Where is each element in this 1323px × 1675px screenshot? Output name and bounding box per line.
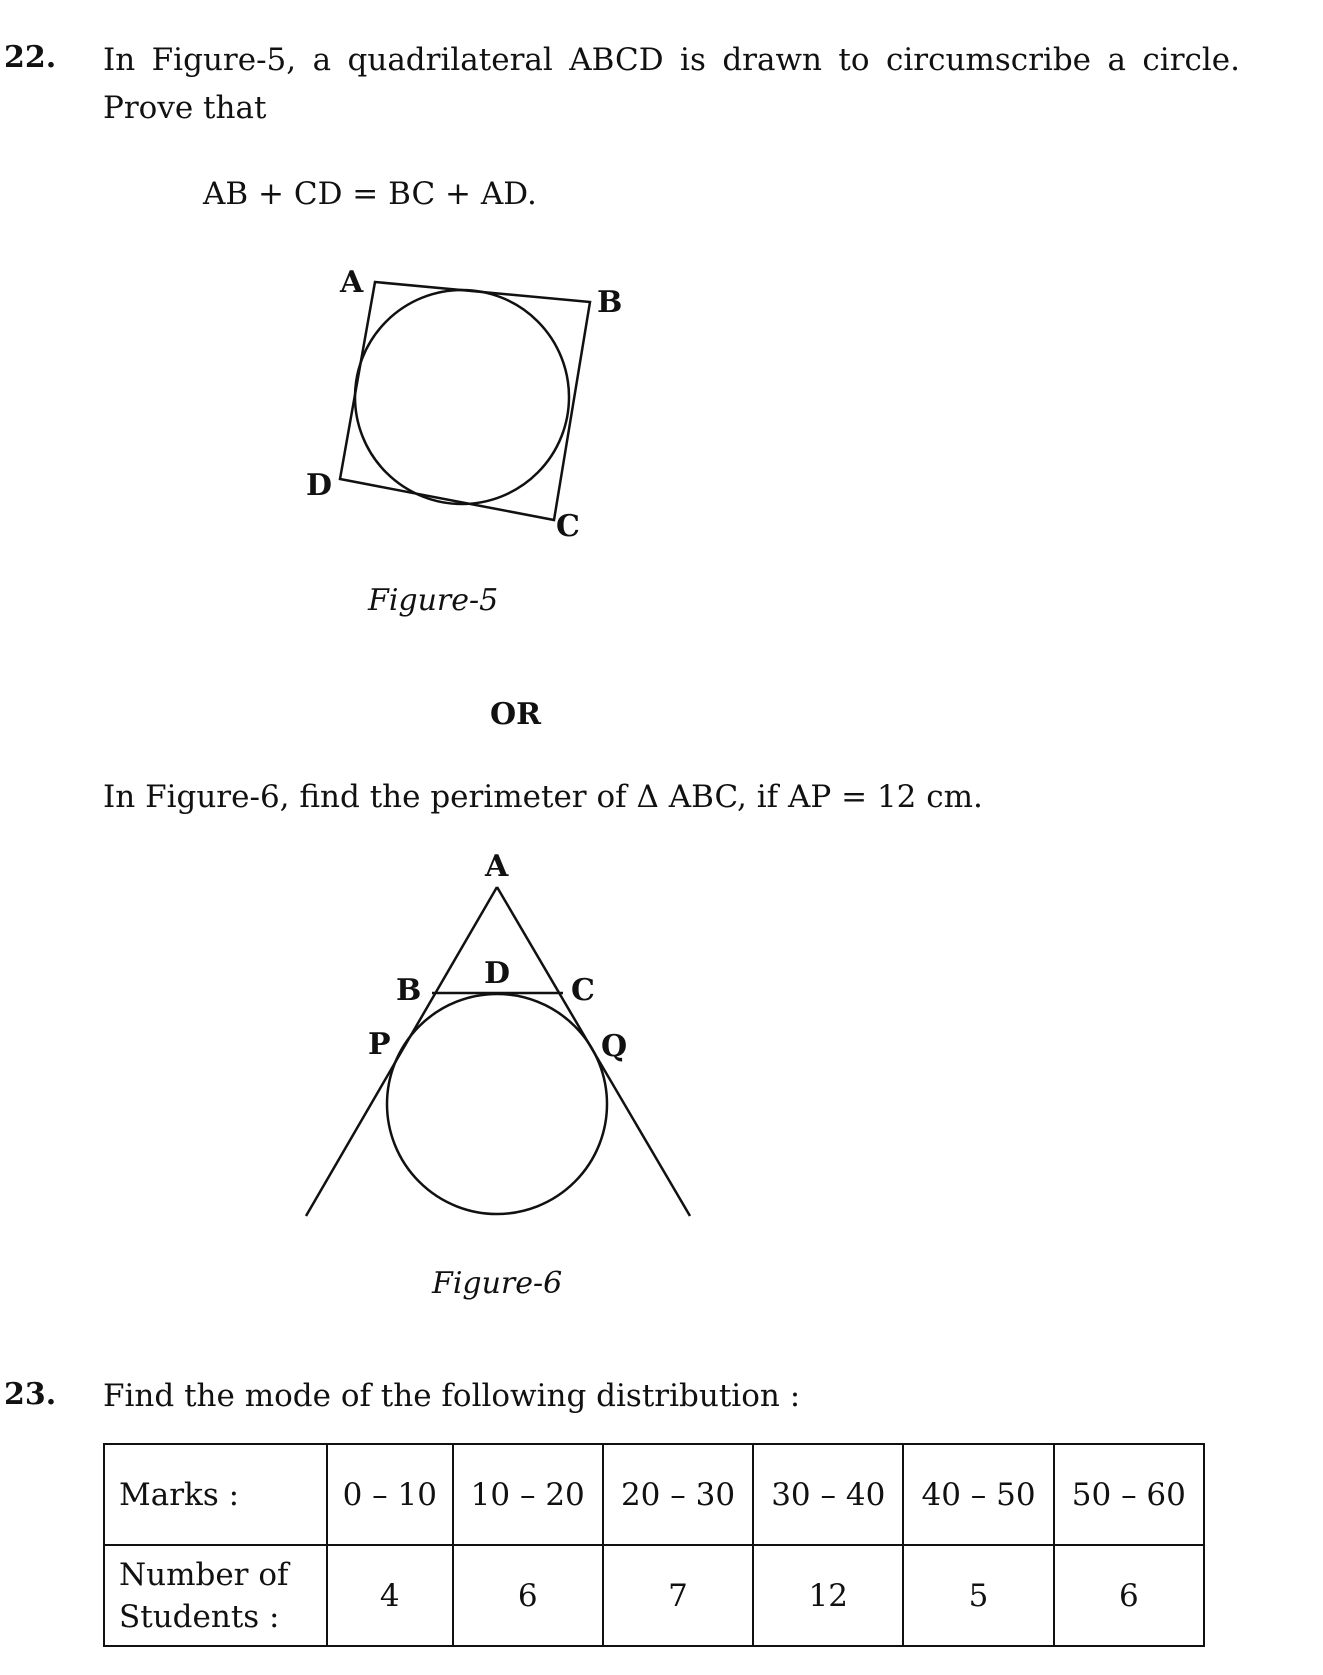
table-cell-class: 40 – 50 bbox=[903, 1444, 1053, 1545]
table-header-students-line2: Students : bbox=[119, 1598, 280, 1635]
table-cell-count: 7 bbox=[603, 1545, 753, 1646]
table-cell-count: 6 bbox=[1054, 1545, 1204, 1646]
or-separator: OR bbox=[490, 697, 542, 732]
excircle bbox=[387, 994, 607, 1214]
point-label-p: P bbox=[368, 1027, 391, 1062]
table-cell-class: 30 – 40 bbox=[753, 1444, 903, 1545]
table-cell-count: 5 bbox=[903, 1545, 1053, 1646]
vertex-label-c: C bbox=[556, 509, 580, 544]
vertex-label-b: B bbox=[597, 285, 623, 320]
point-label-c: C bbox=[571, 973, 595, 1008]
table-row-students bbox=[104, 1545, 1204, 1646]
table-cell-count: 12 bbox=[753, 1545, 903, 1646]
table-cell-count: 6 bbox=[453, 1545, 603, 1646]
table-row-marks bbox=[104, 1444, 1204, 1545]
question-22-number: 22. bbox=[4, 40, 57, 75]
point-label-b: B bbox=[396, 973, 422, 1008]
vertex-label-a: A bbox=[340, 265, 364, 300]
frequency-distribution-table bbox=[103, 1443, 1205, 1647]
point-label-a: A bbox=[485, 849, 509, 884]
quadrilateral-abcd bbox=[340, 282, 590, 520]
question-23-number: 23. bbox=[4, 1377, 57, 1412]
table-header-marks: Marks : bbox=[104, 1444, 327, 1545]
figure-5-caption: Figure-5 bbox=[368, 583, 499, 618]
question-22-equation: AB + CD = BC + AD. bbox=[203, 176, 537, 212]
question-22-alternative-text: In Figure-6, find the perimeter of Δ ABC, if AP = 12 cm. bbox=[103, 779, 983, 815]
table-header-students bbox=[104, 1545, 327, 1646]
table-header-students-line1: Number of bbox=[119, 1556, 289, 1593]
table-cell-class: 50 – 60 bbox=[1054, 1444, 1204, 1545]
question-23-text: Find the mode of the following distribution : bbox=[103, 1378, 801, 1414]
table-cell-class: 0 – 10 bbox=[327, 1444, 453, 1545]
table-cell-class: 10 – 20 bbox=[453, 1444, 603, 1545]
inscribed-circle bbox=[355, 290, 569, 504]
figure-6-caption: Figure-6 bbox=[432, 1266, 563, 1301]
figure-5-diagram bbox=[0, 0, 1323, 640]
vertex-label-d: D bbox=[306, 468, 333, 503]
question-22-text-line2: Prove that bbox=[103, 90, 267, 126]
question-22-text-line1: In Figure-5, a quadrilateral ABCD is drawn to circumscribe a circle. bbox=[103, 42, 1240, 78]
table-cell-class: 20 – 30 bbox=[603, 1444, 753, 1545]
point-label-q: Q bbox=[601, 1029, 628, 1064]
point-label-d: D bbox=[484, 956, 511, 991]
figure-6-diagram bbox=[0, 830, 1323, 1250]
table-cell-count: 4 bbox=[327, 1545, 453, 1646]
